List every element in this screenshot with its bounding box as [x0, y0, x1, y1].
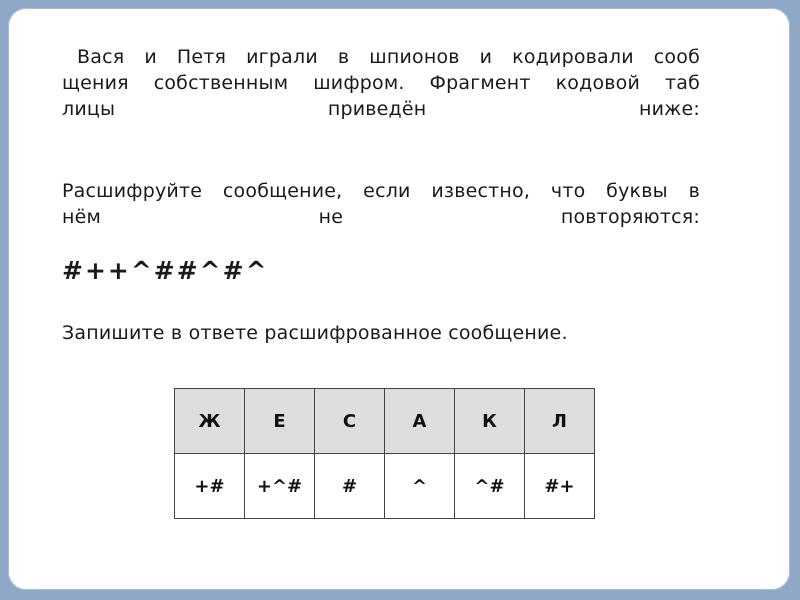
- letter-cell: А: [385, 389, 455, 454]
- encoded-message: #++^##^#^: [62, 256, 269, 285]
- letter-cell: Е: [245, 389, 315, 454]
- code-cell: #: [315, 454, 385, 519]
- letter-cell: С: [315, 389, 385, 454]
- table-code-row: [175, 454, 595, 519]
- code-table: [174, 388, 595, 519]
- code-cell: +^#: [245, 454, 315, 519]
- intro-line-1: Вася и Петя играли в шпионов и кодировали сооб: [77, 46, 700, 68]
- decode-instruction-paragraph: [62, 178, 700, 230]
- table-header-row: [175, 389, 595, 454]
- slide: [8, 8, 790, 590]
- intro-line-2: щения собственным шифром. Фрагмент кодовой таб: [62, 72, 700, 94]
- instruction-line-1: Расшифруйте сообщение, если известно, что буквы в: [62, 180, 700, 202]
- code-cell: ^#: [455, 454, 525, 519]
- answer-instruction: Запишите в ответе расшифрованное сообщение.: [62, 322, 568, 344]
- letter-cell: К: [455, 389, 525, 454]
- code-cell: +#: [175, 454, 245, 519]
- code-cell: #+: [525, 454, 595, 519]
- intro-line-3: лицы приведён ниже:: [62, 98, 700, 120]
- code-cell: ^: [385, 454, 455, 519]
- letter-cell: Ж: [175, 389, 245, 454]
- task-intro-paragraph: [62, 44, 700, 122]
- instruction-line-2: нём не повторяются:: [62, 206, 700, 228]
- letter-cell: Л: [525, 389, 595, 454]
